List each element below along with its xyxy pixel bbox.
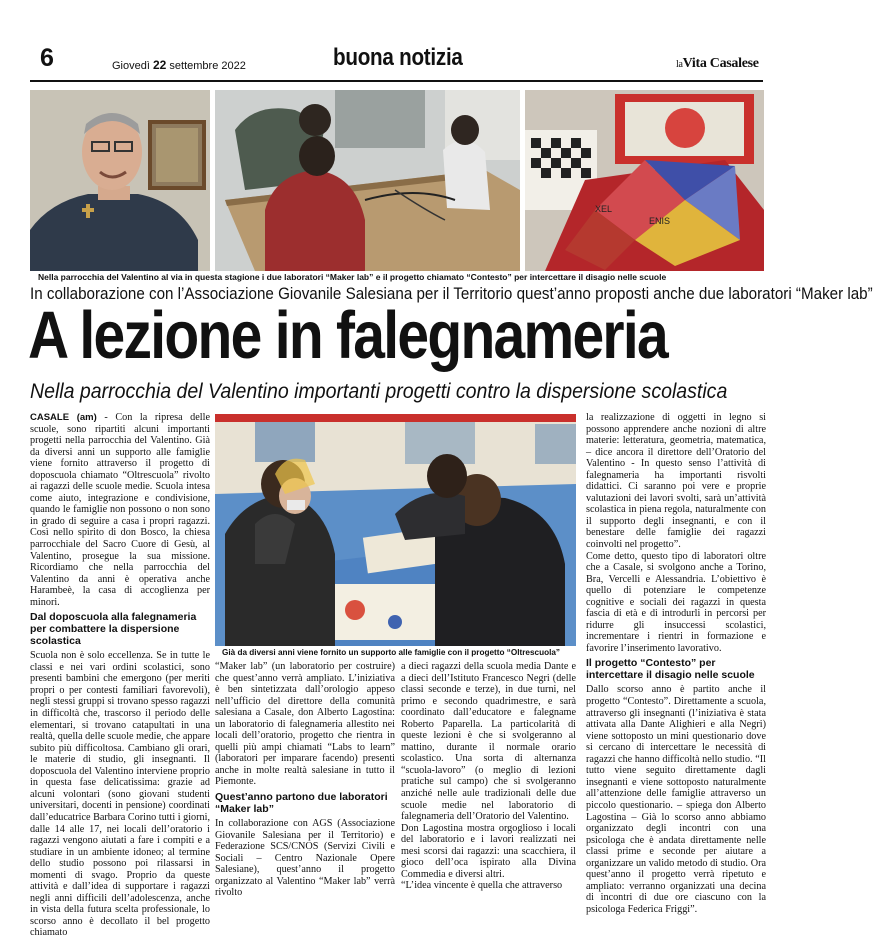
photo-game-boards [525, 90, 764, 271]
photo-priest-portrait [30, 90, 210, 271]
board-label-xel: XEL [595, 204, 613, 214]
article-paragraph: la realizzazione di oggetti in legno si possono apprendere anche nozioni di altre materie: letteratura, geometria, matematica, – dice ancora il direttore dell’Oratorio del Valentino - In questo senso l’attività di falegnameria ha importanti risvolti didattici. Ci saranno poi vere e proprie valutazioni dei lavori svolti, sarà un’attività scolastica in piena regola, naturalmente con il supporto degli insegnanti, e con il benestare delle famiglie dei ragazzi coinvolti nel progetto”. [586, 412, 766, 551]
article-column-1 [30, 412, 210, 939]
issue-date-number: 22 [152, 58, 167, 72]
article-paragraph: Don Lagostina mostra orgoglioso i locali del laboratorio e i lavori realizzati nei mesi scorsi dai ragazzi: una scacchiera, il gioco dell’oca ispirato alla Divina Commedia e diversi altri. [401, 822, 576, 880]
article-paragraph: “Maker lab” (un laboratorio per costruire) che quest’anno verrà ampliato. L’iniziativa è ben sintetizzata dall’orologio appeso nell’ufficio del direttore della comunità salesiana a Casale, don Alberto Lagostina: un laboratorio di falegnameria allestito nei locali dell’oratorio, progetto che rientra in quelli più ampi chiamati “Labs to learn” (laboratori per imparare facendo) presenti anche in molte realtà salesiane in tutto il Piemonte. [215, 661, 395, 788]
issue-month-year: settembre 2022 [169, 60, 246, 72]
article-paragraph: “L’idea vincente è quella che attraverso [401, 880, 563, 892]
issue-date [112, 58, 246, 72]
newspaper-logo [676, 56, 759, 72]
subtitle-doposcuola: Dal doposcuola alla falegnameria per combattere la dispersione scolastica [30, 611, 197, 648]
photo-kids-at-table [215, 414, 576, 646]
logo-main: Vita Casalese [682, 56, 759, 71]
intro-text: - Con la ripresa delle scuole, sono ripartiti alcuni importanti progetti nella parrocchia del Valentino. Già da diversi anni un supporto alle famiglie viene fornito attraverso il progetto di doposcuola chiamato “Oltrescuola” rivolto ai ragazzi delle scuole medie. Scuola intesa come aiuto, integrazione e condivisione, quando le famiglie non possono o non sono in grado di seguire a casa i propri ragazzi. Così nello spirito di don Bosco, la chiesa parrocchiale del Sacro Cuore di Gesù, al Valentino, prosegue la sua missione. Ricordiamo che nella parrocchia del Valentino da anni è operativa anche Harambeè, la casa di accoglienza per minori. [30, 412, 210, 608]
article-column-3 [401, 661, 576, 892]
article-paragraph: a dieci ragazzi della scuola media Dante e a dieci dell’Istituto Francesco Negri (delle classi seconde e terze), in due turni, nel primo e secondo quadrimestre, e sarà coordinato dall’educatore e falegname Roberto Paparella. La particolarità di queste lezioni è che si svolgeranno al mattino, durante il normale orario scolastico. Una sorta di alternanza “scuola-lavoro” (o meglio di lezioni pratiche sul campo) che si svolgeranno anziché nelle aule tradizionali delle due scuole medie nel laboratorio di falegnameria dell’Oratorio del Valentino. [401, 661, 576, 823]
board-label-enis: ENIS [649, 216, 671, 226]
article-kicker: In collaborazione con l’Associazione Giovanile Salesiana per il Territorio quest’anno proposti anche due laboratori “Maker lab” [30, 285, 873, 303]
subtitle-maker-lab: Quest’anno partono due laboratori “Maker lab” [215, 791, 388, 816]
issue-day: Giovedì [112, 60, 150, 72]
article-paragraph: In collaborazione con AGS (Associazione Giovanile Salesiana per il Territorio) e Federazione SCS/CNOS (Servizi Civili e Sociali – Centro Nazionale Opere Salesiane), quest’anno il progetto organizzato al Valentino “Maker lab” verrà rivolto [215, 818, 395, 899]
article-paragraph: Come detto, questo tipo di laboratori oltre che a Casale, si svolgono anche a Torino, Bra, Vercelli e Alessandria. L’obiettivo è quello di potenziare le competenze cognitive e sociali dei ragazzi in questa fascia di età e di introdurli in percorsi per ridurre gli insuccessi scolastici, incrementare i rientri in formazione e favorire l’inserimento lavorativo. [586, 550, 766, 654]
section-title: buona notizia [333, 44, 463, 71]
photo-workshop [215, 90, 520, 271]
article-column-2 [215, 661, 395, 899]
article-paragraph: Scuola non è solo eccellenza. Se in tutte le classi e nei vari ordini scolastici, sono presenti bambini che emergono (per meriti propri o per contesti familiari favorevoli), negli stessi gruppi si trovano spesso ragazzi in difficoltà che, trascorso il periodo delle elementari, si trovano catapultati in una realtà, quella delle scuole medie, che appare subito più difficoltosa. Cambiano gli orari, le materie di studio, gli insegnanti. Il doposcuola del Valentino interviene proprio in questa fase delicatissima: grazie ad alcuni volontari (sono giovani studenti universitari, docenti in pensione) coordinati dall’educatrice Barbara Corino tutti i giorni, dalle 14 alle 17, nei locali dell’oratorio i ragazzi vengono aiutati a fare i compiti e a studiare in un ambiente idoneo; al termine dello studio possono poi rilassarsi in momenti di svago. Proprio da queste attività e dall’idea di supportare i ragazzi negli anni difficili dell’adolescenza, anche in vista della futura scelta professionale, lo scorso anno è decollato il bel progetto chiamato [30, 650, 210, 939]
middle-photo-caption: Già da diversi anni viene fornito un supporto alle famiglie con il progetto “Oltrescuola” [222, 648, 561, 657]
article-column-4 [586, 412, 766, 915]
top-photo-caption: Nella parrocchia del Valentino al via in questa stagione i due laboratori “Maker lab” e il progetto chiamato “Contesto” per intercettare il disagio nelle scuole [38, 272, 667, 282]
article-paragraph: Dallo scorso anno è partito anche il progetto “Contesto”. Direttamente a scuola, attraverso gli insegnanti (l’iniziativa è stata attivata alla Dante Alighieri e alla Negri) viene sottoposto un mini questionario dove si cercano di intercettare le necessità di ragazzi che hanno difficoltà nello studio. “Il tutto viene seguito direttamente dagli insegnanti e viene sottoposto naturalmente all’attenzione delle famiglie attraverso un piccolo questionario. – spiega don Alberto Lagostina – Già lo scorso anno abbiamo organizzato degli incontri con una psicologa che è andata direttamente nelle classi prime e seconde per aiutare a organizzare un valido metodo di studio. Ora quest’anno il progetto verrà ripetuto e ampliato: verranno organizzati una decina di incontri di due ore ciascuno con la psicologa Federica Friggi”. [586, 684, 766, 915]
dateline: CASALE (am) [30, 412, 97, 423]
article-paragraph [30, 412, 210, 608]
page-number: 6 [40, 44, 54, 72]
article-subhead: Nella parrocchia del Valentino importanti progetti contro la dispersione scolastica [30, 380, 728, 403]
article-headline: A lezione in falegnameria [28, 298, 667, 373]
logo-small: la [676, 59, 683, 70]
header-rule [30, 80, 763, 82]
subtitle-contesto: Il progetto “Contesto” per intercettare il disagio nelle scuole [586, 657, 755, 682]
